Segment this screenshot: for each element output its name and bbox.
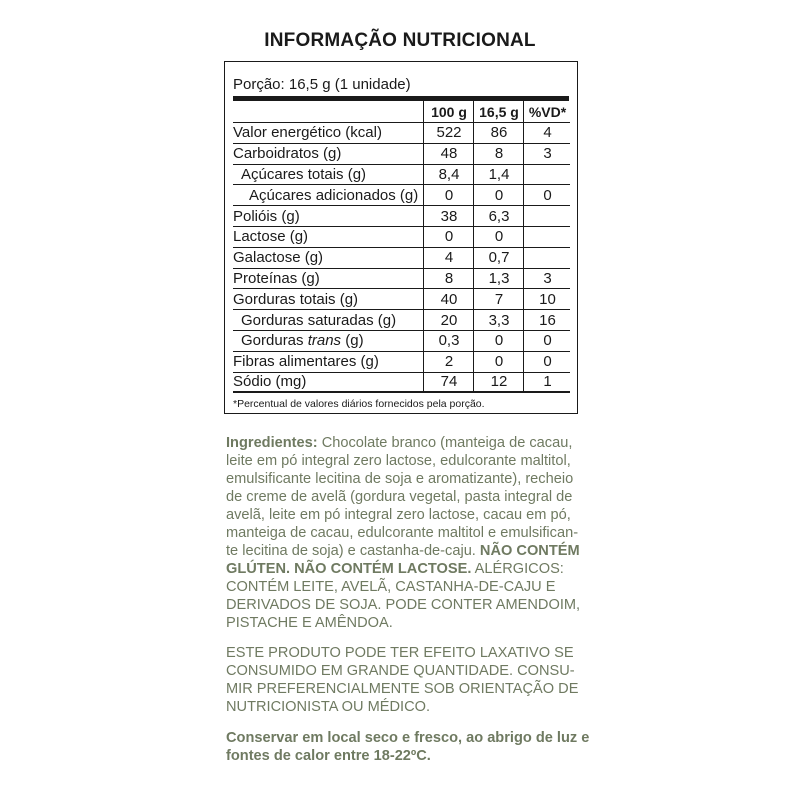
table-row	[233, 165, 570, 186]
value-dv: 3	[523, 144, 571, 164]
value-dv: 0	[523, 331, 571, 351]
lactose-warning: GLÚTEN. NÃO CONTÉM LACTOSE.	[226, 561, 472, 577]
value-dv: 1	[523, 373, 571, 392]
value-100g: 20	[423, 310, 474, 330]
nutrient-label: Sódio (mg)	[233, 373, 307, 391]
column-header-dv: %VD*	[523, 101, 571, 122]
value-100g: 8	[423, 269, 474, 289]
nutrient-label: Açúcares adicionados (g)	[249, 186, 419, 204]
nutrient-label: Gorduras totais (g)	[233, 290, 359, 308]
gluten-warning: NÃO CONTÉM	[479, 543, 580, 559]
value-dv	[523, 248, 571, 268]
value-portion: 7	[473, 289, 524, 309]
value-dv: 3	[523, 269, 571, 289]
nutrient-label: Gorduras saturadas (g)	[241, 311, 397, 329]
nutrient-label: Carboidratos (g)	[233, 145, 342, 163]
value-portion: 86	[473, 123, 524, 143]
portion-size: Porção: 16,5 g (1 unidade)	[233, 76, 411, 93]
value-100g: 38	[423, 206, 474, 226]
nutrient-label	[233, 331, 431, 351]
value-100g: 40	[423, 289, 474, 309]
value-100g: 4	[423, 248, 474, 268]
value-portion: 8	[473, 144, 524, 164]
label-italic-part: trans	[307, 332, 342, 350]
value-portion: 6,3	[473, 206, 524, 226]
table-row	[233, 310, 570, 331]
text-line: MIR PREFERENCIALMENTE SOB ORIENTAÇÃO DE	[226, 681, 579, 697]
nutrient-label: Lactose (g)	[233, 228, 309, 246]
table-row	[233, 331, 570, 352]
value-portion: 0	[473, 331, 524, 351]
label-part: (g)	[341, 332, 364, 350]
table-row	[233, 144, 570, 165]
value-100g: 8,4	[423, 165, 474, 185]
header-label-cell	[233, 101, 423, 122]
table-row	[233, 185, 570, 206]
text-line: CONSUMIDO EM GRANDE QUANTIDADE. CONSU-	[226, 663, 575, 679]
value-dv: 0	[523, 352, 571, 372]
value-portion: 3,3	[473, 310, 524, 330]
table-row	[233, 269, 570, 290]
value-100g: 0,3	[423, 331, 474, 351]
nutrition-facts-title: INFORMAÇÃO NUTRICIONAL	[264, 30, 536, 51]
text-line: CONTÉM LEITE, AVELÃ, CASTANHA-DE-CAJU E	[226, 579, 556, 595]
text-line	[226, 542, 586, 560]
text-segment: te lecitina de soja) e castanha-de-caju.	[226, 543, 480, 559]
value-portion: 0,7	[473, 248, 524, 268]
text-line: Conservar em local seco e fresco, ao abrigo de luz e	[226, 730, 590, 746]
text-line: PISTACHE E AMÊNDOA.	[226, 615, 393, 631]
value-portion: 0	[473, 352, 524, 372]
value-100g: 2	[423, 352, 474, 372]
value-100g: 522	[423, 123, 474, 143]
text-line	[226, 560, 586, 578]
text-line: leite em pó integral zero lactose, edulcorante maltitol,	[226, 453, 571, 469]
table-row	[233, 227, 570, 248]
nutrient-label: Galactose (g)	[233, 249, 324, 267]
table-row	[233, 352, 570, 373]
text-line: fontes de calor entre 18-22ºC.	[226, 748, 431, 764]
table-row	[233, 289, 570, 310]
ingredients-label: Ingredientes:	[226, 435, 318, 451]
value-dv: 4	[523, 123, 571, 143]
value-dv	[523, 165, 571, 185]
value-portion: 1,4	[473, 165, 524, 185]
text-line: avelã, leite em pó integral zero lactose, cacau em pó,	[226, 507, 571, 523]
value-dv	[523, 227, 571, 247]
value-portion: 0	[473, 227, 524, 247]
nutrient-label: Açúcares totais (g)	[241, 165, 367, 183]
nutrition-facts-table	[224, 61, 578, 414]
nutrient-label: Fibras alimentares (g)	[233, 353, 379, 371]
ingredients-text	[226, 434, 586, 632]
value-100g: 74	[423, 373, 474, 392]
storage-instructions	[226, 729, 590, 765]
text-line: manteiga de cacau, edulcorante maltitol e emulsifican-	[226, 525, 579, 541]
label-part: Gorduras	[241, 332, 308, 350]
text-line: NUTRICIONISTA OU MÉDICO.	[226, 699, 431, 715]
value-dv: 16	[523, 310, 571, 330]
text-line	[226, 434, 586, 452]
value-portion: 0	[473, 185, 524, 205]
laxative-warning-text	[226, 644, 586, 716]
column-header-100g: 100 g	[423, 101, 474, 122]
nutrient-label: Valor energético (kcal)	[233, 124, 382, 142]
table-row	[233, 123, 570, 144]
value-dv	[523, 206, 571, 226]
table-row	[233, 206, 570, 227]
value-100g: 0	[423, 227, 474, 247]
table-row	[233, 373, 570, 394]
value-dv: 10	[523, 289, 571, 309]
table-row	[233, 248, 570, 269]
nutrient-label: Proteínas (g)	[233, 269, 320, 287]
text-line: emulsificante lecitina de soja e aromatizante), recheio	[226, 471, 574, 487]
text-segment: ALÉRGICOS:	[471, 561, 564, 577]
header-row	[233, 101, 570, 123]
text-segment: Chocolate branco (manteiga de cacau,	[317, 435, 573, 451]
value-portion: 12	[473, 373, 524, 392]
text-line: de creme de avelã (gordura vegetal, pasta integral de	[226, 489, 573, 505]
nutrient-label: Polióis (g)	[233, 207, 300, 225]
nutrient-grid	[233, 101, 570, 393]
column-header-portion: 16,5 g	[473, 101, 524, 122]
text-line: DERIVADOS DE SOJA. PODE CONTER AMENDOIM,	[226, 597, 581, 613]
value-100g: 48	[423, 144, 474, 164]
value-dv: 0	[523, 185, 571, 205]
value-100g: 0	[423, 185, 474, 205]
text-line: ESTE PRODUTO PODE TER EFEITO LAXATIVO SE	[226, 645, 574, 661]
value-portion: 1,3	[473, 269, 524, 289]
daily-value-footnote: *Percentual de valores diários fornecidos pela porção.	[233, 398, 485, 410]
